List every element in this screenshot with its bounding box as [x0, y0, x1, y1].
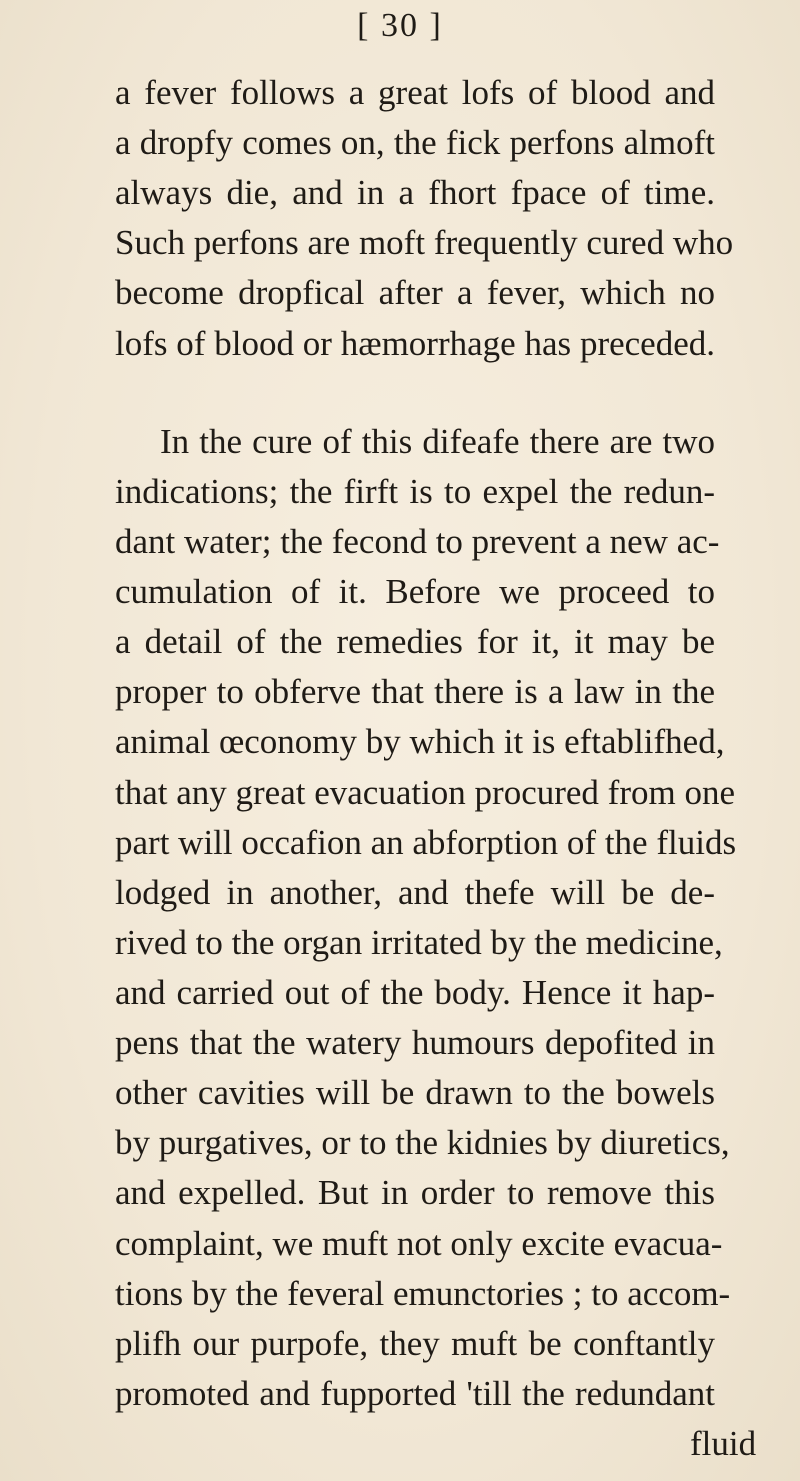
- text-line: cumulation of it. Before we proceed to: [115, 572, 715, 611]
- text-line: complaint, we muft not only excite evacua-: [115, 1224, 723, 1263]
- text-line: promoted and fupported 'till the redundant: [115, 1374, 715, 1413]
- text-line: a fever follows a great lofs of blood and: [115, 73, 715, 112]
- paragraph-first-line: In the cure of this difeafe there are two: [160, 422, 715, 461]
- text-line: part will occafion an abforption of the fluids: [115, 823, 737, 862]
- text-line: rived to the organ irritated by the medicine,: [115, 923, 723, 962]
- catchword: fluid: [690, 1424, 757, 1463]
- text-line: lofs of blood or hæmorrhage has preceded.: [115, 324, 715, 363]
- text-line: that any great evacuation procured from one: [115, 773, 736, 812]
- text-line: lodged in another, and thefe will be de-: [115, 873, 715, 912]
- text-line: animal œconomy by which it is eftablifhed,: [115, 722, 725, 761]
- text-line: other cavities will be drawn to the bowels: [115, 1073, 715, 1112]
- text-line: indications; the firft is to expel the redun-: [115, 472, 715, 511]
- text-line: become dropfical after a fever, which no: [115, 273, 715, 312]
- text-line: proper to obferve that there is a law in the: [115, 672, 715, 711]
- text-line: by purgatives, or to the kidnies by diuretics,: [115, 1123, 730, 1162]
- text-line: and expelled. But in order to remove this: [115, 1173, 715, 1212]
- page-number: [ 30 ]: [357, 7, 443, 44]
- text-line: tions by the feveral emunctories ; to accom-: [115, 1274, 731, 1313]
- text-line: a dropfy comes on, the fick perfons almoft: [115, 123, 715, 162]
- text-line: always die, and in a fhort fpace of time.: [115, 173, 715, 212]
- text-line: a detail of the remedies for it, it may be: [115, 622, 715, 661]
- text-line: dant water; the fecond to prevent a new ac-: [115, 522, 720, 561]
- text-line: plifh our purpofe, they muft be conftantly: [115, 1324, 715, 1363]
- text-line: and carried out of the body. Hence it hap-: [115, 973, 715, 1012]
- text-line: pens that the watery humours depofited in: [115, 1023, 715, 1062]
- text-line: Such perfons are moft frequently cured who: [115, 223, 734, 262]
